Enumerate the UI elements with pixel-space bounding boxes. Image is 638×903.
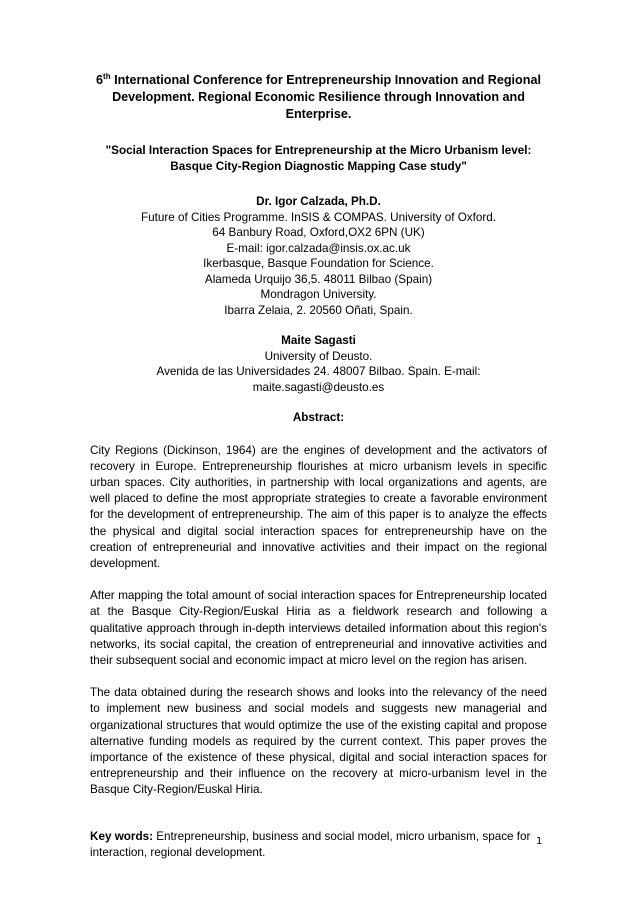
author-address-line: Ibarra Zelaia, 2. 20560 Oñati, Spain. xyxy=(224,303,413,317)
page-number: 1 xyxy=(536,836,543,847)
abstract-paragraph: City Regions (Dickinson, 1964) are the engines of development and the activators of recovery in Europe. Entrepreneurship flourishes at micro urbanism levels in specific urban spaces. City authorities, in partnership with local organizations and agents, are well placed to define the most appropriate strategies to create a favorable environment for the development of entrepreneurship. The aim of this paper is to analyze the effects the physical and digital social interaction spaces for entrepreneurship have on the creation of entrepreneurial and innovative activities and their impact on the regional development. xyxy=(90,443,547,570)
conference-ordinal-number: 6 xyxy=(96,73,104,87)
author-address-line: Avenida de las Universidades 24. 48007 Bilbao. Spain. E-mail: xyxy=(156,365,481,378)
abstract-paragraph: The data obtained during the research shows and looks into the relevancy of the need to implement new business and social models and suggests new managerial and organizational structures that would optimize the use of the existing capital and propose alternative funding models as required by the current context. This paper proves the importance of the existence of these physical, digital and social interaction spaces for entrepreneurship and their influence on the recovery at micro-urbanism level in the Basque City-Region/Euskal Hiria. xyxy=(90,686,547,797)
keywords xyxy=(90,829,547,861)
keywords-label: Key words: xyxy=(90,829,153,843)
paper-title: "Social Interaction Spaces for Entrepreneurship at the Micro Urbanism level: Basque City-Region Diagnostic Mapping Case study" xyxy=(105,144,532,173)
conference-title-text: International Conference for Entrepreneurship Innovation and Regional Development. Regional Economic Resilience through Innovation and Enterprise. xyxy=(110,73,541,121)
conference-ordinal-suffix: th xyxy=(103,71,111,81)
author-name: Maite Sagasti xyxy=(281,334,356,347)
abstract-heading: Abstract: xyxy=(292,411,345,424)
author-address-line: Alameda Urquijo 36,5. 48011 Bilbao (Spain) xyxy=(204,272,433,286)
author-block-1 xyxy=(90,194,547,318)
paper-page xyxy=(90,72,547,861)
author-affiliation-line: University of Deusto. xyxy=(264,349,373,363)
conference-title xyxy=(90,72,547,123)
author-affiliation-line: Future of Cities Programme. InSIS & COMPAS. University of Oxford. xyxy=(140,210,497,224)
keywords-text: Entrepreneurship, business and social model, micro urbanism, space for interaction, regional development. xyxy=(90,829,531,859)
abstract-paragraph: After mapping the total amount of social interaction spaces for Entrepreneurship located at the Basque City-Region/Euskal Hiria as a fieldwork research and following a qualitative approach through in-depth interviews detailed information about this region's networks, its social capital, the creation of entrepreneurial and innovative activities and their subsequent social and economic impact at micro level on the region has arisen. xyxy=(90,589,547,667)
author-name: Dr. Igor Calzada, Ph.D. xyxy=(256,195,381,208)
author-address-line: 64 Banbury Road, Oxford,OX2 6PN (UK) xyxy=(212,226,425,239)
author-block-2 xyxy=(90,333,547,395)
author-email-line: E-mail: igor.calzada@insis.ox.ac.uk xyxy=(226,241,411,255)
author-affiliation-line: Ikerbasque, Basque Foundation for Science. xyxy=(203,257,434,270)
author-affiliation-line: Mondragon University. xyxy=(260,288,377,301)
author-email-line: maite.sagasti@deusto.es xyxy=(252,380,385,394)
